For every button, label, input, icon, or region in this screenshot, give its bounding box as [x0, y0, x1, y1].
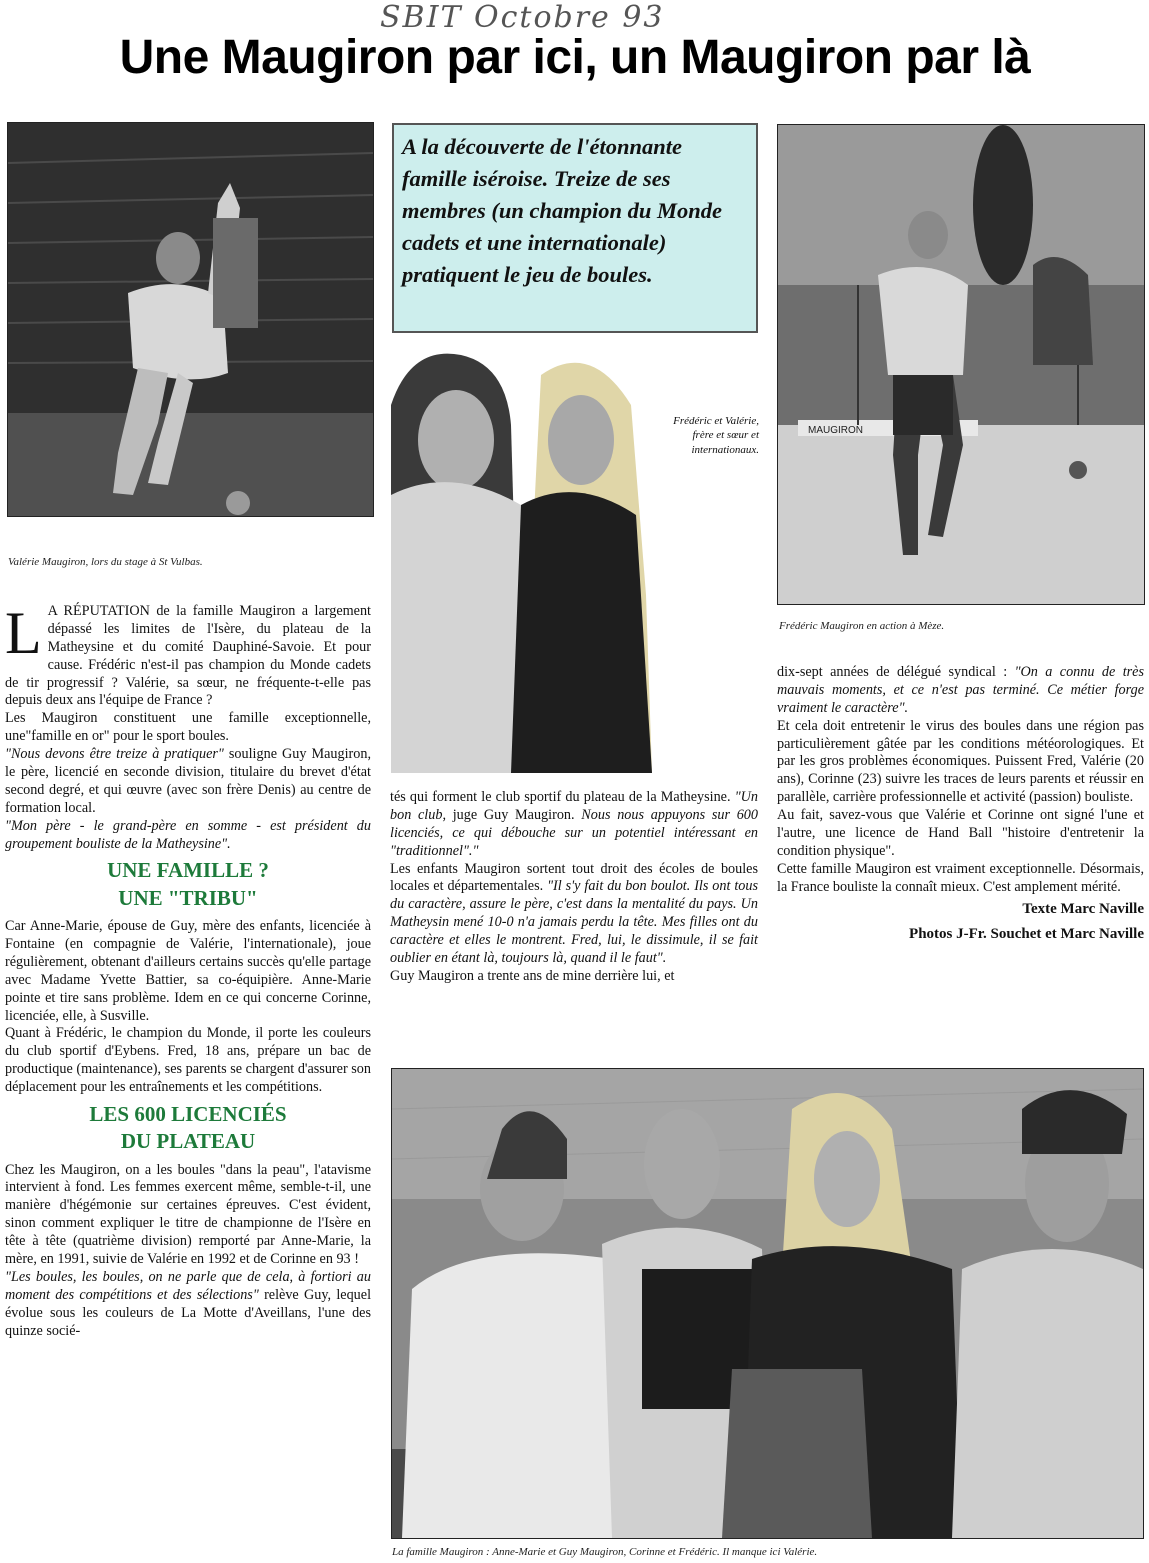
photo-valerie: [7, 122, 374, 517]
handwritten-note: SBIT Octobre 93: [380, 0, 665, 35]
paragraph: Au fait, savez-vous que Valérie et Corinne ont signé l'une et l'autre, une licence de Hand Ball "histoire d'entretenir la condition physique".: [777, 807, 1144, 859]
subheading-famille: UNE FAMILLE ? UNE "TRIBU": [107, 858, 269, 910]
caption-frederic: Frédéric Maugiron en action à Mèze.: [779, 620, 945, 632]
paragraph: Car Anne-Marie, épouse de Guy, mère des enfants, licenciée à Fontaine (en compagnie de Valérie, l'internationale), joue régulièrement, obtenant d'ailleurs certains succès qu'elle partage avec Madame Yvette Battier, sa co-équipière. Anne-Marie pointe et tire sans problème. Idem en ce qui concerne Corinne, licenciée, elle, à Susville.: [5, 918, 371, 1024]
paragraph: Et cela doit entretenir le virus des boules dans une région pas particulièrement gâtée par les conditions météorologiques. Et par les gros problèmes économiques. Puissent Fred, Valérie (20 ans), Corinne (23) suivre les traces de leurs parents et réussir en parallèle, carrière professionnelle et activité (passion) bouliste.: [777, 717, 1144, 806]
paragraph: Chez les Maugiron, on a les boules "dans la peau", l'atavisme intervient à fond. Les femmes exercent même, semble-t-il, une manière d'hégémonie sur certaines épreuves. C'est évident, sinon comment expliquer le titre de championne de l'Isère en tête à tête (quatrième division) remporté par Anne-Marie, la mère, en 1991, suivie de Valérie en 1992 et de Corinne en 93 !: [5, 1161, 371, 1268]
caption-siblings: Frédéric et Valérie, frère et sœur et internationaux.: [673, 415, 759, 456]
intro-box: A la découverte de l'étonnante famille iséroise. Treize de ses membres (un champion du Monde cadets et une internationale) pratiquent le jeu de boules.: [392, 123, 758, 333]
column-1: [5, 600, 372, 1340]
scoreboard-label: MAUGIRON: [808, 425, 863, 436]
credit-text: Texte Marc Naville: [1022, 900, 1144, 917]
caption-valerie: Valérie Maugiron, lors du stage à St Vulbas.: [8, 556, 203, 568]
paragraph: "Nous devons être treize à pratiquer" souligne Guy Maugiron, le père, licencié en seconde division, titulaire du brevet d'état second degré, et qui œuvre (avec son frère Denis) au centre de formation local.: [5, 746, 371, 816]
column-2: [390, 789, 758, 986]
photo-siblings: [391, 345, 652, 773]
column-3: [777, 664, 1144, 948]
paragraph: Quant à Frédéric, le champion du Monde, il porte les couleurs du club sportif d'Eybens. Fred, 18 ans, prépare un bac de productique (maintenance), ses parents se chargent d'assurer son déplacement pour les entraînements et les compétitions.: [5, 1025, 371, 1096]
caption-family: La famille Maugiron : Anne-Marie et Guy Maugiron, Corinne et Frédéric. Il manque ici Valérie.: [392, 1546, 818, 1558]
paragraph: Guy Maugiron a trente ans de mine derrière lui, et: [390, 967, 675, 984]
paragraph: "Mon père - le grand-père en somme - est président du groupement bouliste de la Matheysine".: [5, 817, 371, 852]
dropcap: L: [5, 600, 42, 666]
photo-frederic: [777, 124, 1145, 605]
paragraph: tés qui forment le club sportif du plateau de la Matheysine. "Un bon club, juge Guy Maugiron. Nous nous appuyons sur 600 licenciés, ce qui débouche sur un potentiel intéressant en "traditionnel".": [390, 789, 758, 859]
paragraph: Cette famille Maugiron est vraiment exceptionnelle. Désormais, la France bouliste la connaît mieux. C'est amplement mérité.: [777, 860, 1144, 895]
credits: [777, 897, 1144, 948]
paragraph: dix-sept années de délégué syndical : "On a connu de très mauvais moments, et ce n'est pas terminé. Ce métier forge vraiment le caractère".: [777, 664, 1144, 716]
credit-photos: Photos J-Fr. Souchet et Marc Naville: [909, 926, 1144, 943]
paragraph: L A RÉPUTATION de la famille Maugiron a largement dépassé les limites de l'Isère, du plateau de la Matheysine et du comité Dauphiné-Savoie. Et pour cause. Frédéric n'est-il pas champion du Monde cadets de tir progressif ? Valérie, sa sœur, ne fréquente-t-elle pas depuis deux ans l'équipe de France ?: [5, 600, 371, 709]
photo-family: [391, 1068, 1144, 1539]
paragraph: Les Maugiron constituent une famille exceptionnelle, une"famille en or" pour le sport boules.: [5, 710, 371, 745]
headline: Une Maugiron par ici, un Maugiron par là: [119, 31, 1031, 84]
paragraph: Les enfants Maugiron sortent tout droit des écoles de boules locales et départementales. "Il s'y fait du bon boulot. Ils ont tous du caractère, assure le père, c'est dans la mentalité du pays. Un Matheysin mené 10-0 n'a jamais perdu la tête. Mes filles ont du caractère et elles le montrent. Fred, lui, le dissimule, il se fait oublier en étant là, toujours là, quand il le faut".: [390, 860, 758, 967]
subheading-licencies: LES 600 LICENCIÉS DU PLATEAU: [89, 1101, 287, 1154]
paragraph: "Les boules, les boules, on ne parle que de cela, à fortiori au moment des compétitions et des sélections" relève Guy, lequel évolue sous les couleurs de La Motte d'Aveillans, l'une des quinze socié-: [5, 1268, 372, 1339]
